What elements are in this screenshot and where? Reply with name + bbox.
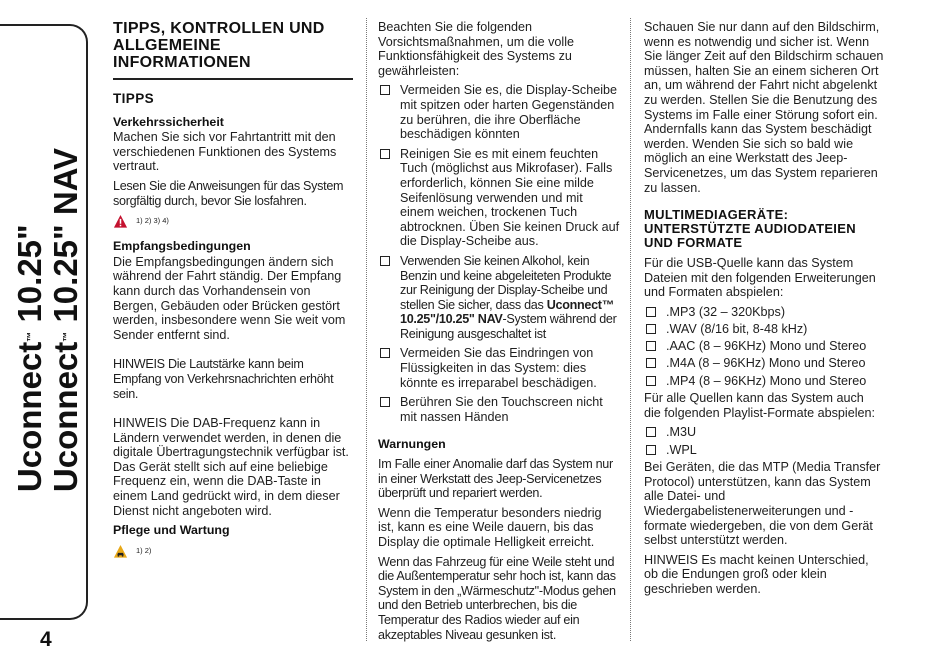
list-item: .M3U: [644, 425, 884, 440]
list-item: Vermeiden Sie es, die Display-Scheibe mit spitzen oder harten Gegenständen zu berühren, die ihre Oberfläche beschädigen könnten: [378, 83, 620, 141]
reception-heading: Empfangsbedingungen: [113, 239, 251, 254]
paragraph: Im Falle einer Anomalie darf das System nur in einer Werkstatt des Jeep-Servicenetzes überprüft und repariert werden.: [378, 457, 613, 501]
note: HINWEIS Die Lautstärke kann beim Empfang von Verkehrsnachrichten erhöht sein.: [113, 357, 334, 401]
paragraph: Bei Geräten, die das MTP (Media Transfer Protocol) unterstützen, kann das System alle Datei- und Wiedergabelistenerweiterungen und -formate wiedergeben, die von dem Gerät selbst unterstützt werden.: [644, 460, 881, 548]
page-number: 4: [40, 628, 52, 651]
checkbox-bullet-icon: [380, 348, 390, 358]
paragraph: Die Empfangsbedingungen ändern sich während der Fahrt ständig. Der Empfang kann durch das Vorhandensein von Bergen, Gebäuden oder Brücken gestört werden, insbesondere wenn Sie weit vom Sender entfernt sind.: [113, 254, 346, 342]
checkbox-bullet-icon: [646, 445, 656, 455]
column-2: [378, 20, 620, 647]
paragraph: Beachten Sie die folgenden Vorsichtsmaßnahmen, um die volle Funktionsfähigkeit des Systems zu gewährleisten:: [378, 20, 574, 78]
list-item: .MP3 (32 – 320Kbps): [644, 305, 884, 320]
paragraph: Wenn die Temperatur besonders niedrig ist, kann es eine Weile dauern, bis das Display die optimale Helligkeit erreicht.: [378, 505, 602, 549]
checkbox-bullet-icon: [646, 376, 656, 386]
warning-references: [113, 214, 353, 229]
chapter-title-line1: Uconnect™ 10.25": [11, 224, 48, 493]
format-list: [644, 305, 884, 388]
chapter-title: [12, 148, 84, 492]
traffic-safety-heading: Verkehrssicherheit: [113, 114, 224, 129]
sub-heading-tips: TIPPS: [113, 91, 155, 106]
warning-triangle-icon: [113, 214, 128, 229]
care-heading: Pflege und Wartung: [113, 523, 230, 538]
list-item: .WAV (8/16 bit, 8-48 kHz): [644, 322, 884, 337]
note: HINWEIS Es macht keinen Unterschied, ob die Endungen groß oder klein geschrieben werden.: [644, 552, 869, 596]
list-item: Vermeiden Sie das Eindringen von Flüssigkeiten in das System: dies könnte es irreparabel beschädigen.: [378, 346, 620, 390]
column-divider: [630, 18, 631, 641]
checkbox-bullet-icon: [380, 85, 390, 95]
list-item: .M4A (8 – 96KHz) Mono und Stereo: [644, 356, 884, 371]
checkbox-bullet-icon: [646, 324, 656, 334]
paragraph: Wenn das Fahrzeug für eine Weile steht und die Außentemperatur sehr hoch ist, kann das System in den „Wärmeschutz"-Modus gehen und den Betrieb unterbrechen, bis die Temperatur des Radios wieder auf ein akzeptables Niveau gesunken ist.: [378, 554, 616, 642]
list-item: .WPL: [644, 443, 884, 458]
column-3: [644, 20, 884, 602]
column-divider: [366, 18, 367, 641]
warnings-heading: Warnungen: [378, 437, 446, 452]
caution-car-icon: [113, 544, 128, 559]
checkbox-bullet-icon: [646, 358, 656, 368]
paragraph: Für die USB-Quelle kann das System Dateien mit den folgenden Erweiterungen und Formaten abspielen:: [644, 256, 876, 300]
reference-numbers: 1) 2): [136, 546, 152, 556]
playlist-list: [644, 425, 884, 457]
column-1: [113, 20, 353, 569]
checkbox-bullet-icon: [646, 307, 656, 317]
list-item: Verwenden Sie keinen Alkohol, kein Benzin und keine abgeleiteten Produkte zur Reinigung der Display-Scheibe und stellen Sie sicher, dass das Uconnect™ 10.25"/10.25" NAV-System während der Reinigung ausgeschaltet ist: [378, 254, 620, 342]
checkbox-bullet-icon: [380, 397, 390, 407]
section-heading: TIPPS, KONTROLLEN UND ALLGEMEINE INFORMATIONEN: [113, 20, 325, 71]
chapter-title-line2: Uconnect™ 10.25" NAV: [47, 147, 84, 493]
paragraph: Für alle Quellen kann das System auch die folgenden Playlist-Formate abspielen:: [644, 391, 876, 420]
list-item: .MP4 (8 – 96KHz) Mono und Stereo: [644, 374, 884, 389]
list-item: Berühren Sie den Touchscreen nicht mit nassen Händen: [378, 395, 620, 424]
note: HINWEIS Die DAB-Frequenz kann in Ländern verwendet werden, in denen die digitale Übertragungstechnik verfügbar ist. Das Gerät stellt sich auf eine beliebige Frequenz ein, wenn die DAB-Taste in einem Land gedrückt wird, in dem dieser Dienst nicht angeboten wird.: [113, 416, 349, 518]
list-item: .AAC (8 – 96KHz) Mono und Stereo: [644, 339, 884, 354]
checkbox-bullet-icon: [646, 427, 656, 437]
paragraph: Schauen Sie nur dann auf den Bildschirm, wenn es notwendig und sicher ist. Wenn Sie länger Zeit auf den Bildschirm schauen müssen, halten Sie an einem sicheren Ort an, um während der Fahrt nicht abgelenkt zu werden. Stellen Sie die Benutzung des Systems im Falle einer Störung sofort ein. Andernfalls kann das System beschädigt werden. Wenden Sie sich so bald wie möglich an eine Werkstatt des Jeep-Servicenetzes, um das System reparieren zu lassen.: [644, 20, 884, 195]
reference-numbers: 1) 2) 3) 4): [136, 216, 169, 226]
paragraph: Lesen Sie die Anweisungen für das System sorgfältig durch, bevor Sie losfahren.: [113, 178, 344, 208]
paragraph: Machen Sie sich vor Fahrtantritt mit den verschiedenen Funktionen des Systems vertraut.: [113, 130, 337, 174]
checkbox-bullet-icon: [646, 341, 656, 351]
precautions-list: [378, 83, 620, 424]
checkbox-bullet-icon: [380, 256, 390, 266]
list-item: Reinigen Sie es mit einem feuchten Tuch (möglichst aus Mikrofaser). Falls erforderlich, können Sie eine milde Seifenlösung verwenden und mit einem weichen, trockenen Tuch abtrocknen. Üben Sie keinen Druck auf die Display-Scheibe aus.: [378, 147, 620, 249]
care-references: [113, 544, 353, 559]
multimedia-heading: MULTIMEDIAGERÄTE: UNTERSTÜTZTE AUDIODATEIEN UND FORMATE: [644, 207, 856, 251]
checkbox-bullet-icon: [380, 149, 390, 159]
heading-rule: [113, 78, 353, 80]
